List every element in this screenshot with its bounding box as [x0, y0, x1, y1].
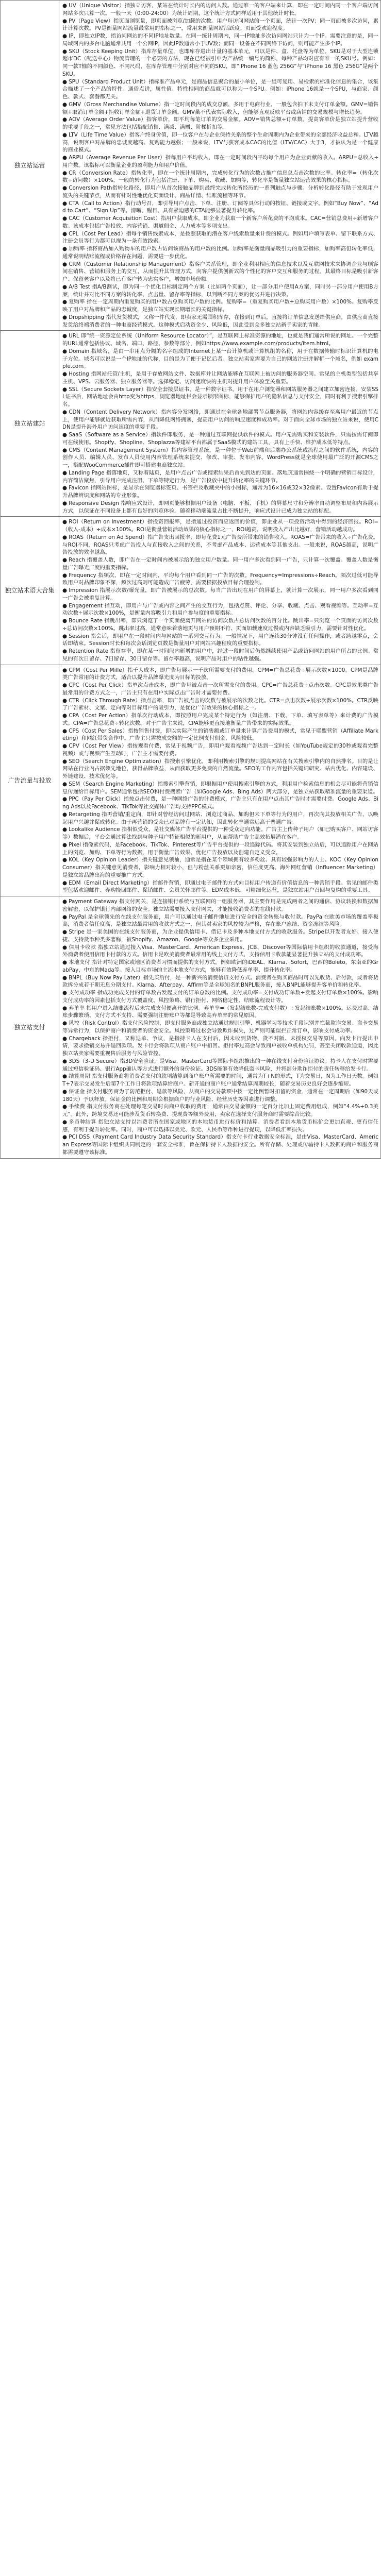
- glossary-entry: [62, 682, 378, 697]
- glossary-entry: [62, 1088, 378, 1104]
- glossary-entry: [62, 826, 378, 841]
- bullet-icon: ●: [62, 929, 68, 935]
- bullet-icon: ●: [62, 348, 68, 354]
- glossary-entry: [62, 856, 378, 879]
- glossary-entry: [62, 841, 378, 857]
- bullet-icon: ●: [62, 1118, 68, 1125]
- glossary-entry: [62, 386, 378, 409]
- bullet-icon: ●: [62, 155, 68, 161]
- glossary-entry: [62, 617, 378, 633]
- glossary-section-row: [1, 1, 381, 331]
- glossary-entry: [62, 572, 378, 587]
- glossary-entry: [62, 974, 378, 990]
- glossary-entry: [62, 2, 378, 18]
- entry-text: CPV（Cost Per View）指按观看付费，常见于视频广告，即用户观看视频广告达到一定时长（如YouTube规定的30秒或观看完整视频）或与视频产生互动时，广告主才需要付费。: [62, 743, 378, 757]
- section-content: [59, 331, 381, 517]
- glossary-entry: [62, 879, 378, 895]
- bullet-icon: ●: [62, 116, 68, 123]
- glossary-entry: [62, 116, 378, 131]
- bullet-icon: ●: [62, 101, 68, 108]
- glossary-entry: [62, 230, 378, 246]
- bullet-icon: ●: [62, 48, 68, 55]
- entry-text: Lookalike Audience 指相似受众，是社交媒体广告平台提供的一种受众定向功能。广告主上传种子用户（如已购买客户、网站访客等）数据后，平台会通过算法找到与种子用户特征相似的新用户，从而帮助广告主高效拓展潜在客户。: [62, 826, 378, 840]
- glossary-entry: [62, 811, 378, 826]
- entry-text: Stripe 是一家美国的在线支付服务商，为企业提供信用卡、借记卡及多种本地支付方式的收款服务。Stripe以开发者友好、接入便捷、支持货币种类多著称，被Shopify、Amazon、Google等众多企业采用。: [62, 929, 378, 943]
- entry-text: LTV（Life Time Value）指客户终身价值，即一位客户在与企业保持关系的整个生命周期内为企业带来的全部经济收益总和。LTV越高，说明客户对品牌的忠诚度越高、复购能力越强；一般来说，LTV与获客成本CAC的比值（LTV/CAC）大于3，才被认为是一个健康的商业模式。: [62, 131, 379, 154]
- bullet-icon: ●: [62, 758, 68, 765]
- entry-text: Retargeting 指再营销/重定向，即针对曾经访问过网站、浏览过商品、加购但未下单等行为的用户，再次向其投放相关广告，以唤起用户兴趣并促成转化。由于再营销的受众已对品牌有一定认知，因此转化率通常远高于普通广告。: [62, 811, 379, 825]
- glossary-entry: [62, 18, 378, 33]
- glossary-entry: [62, 32, 378, 48]
- entry-text: SKU（Stock Keeping Unit）指库存量单位，也即库存进出计量的基本单元，可以是件、盒、托盘等为单位。SKU是对于大型连锁超市DC（配送中心）物流管理的一个必要的方法，现在已经被引申为产品统一编号的简称，每种产品均对应有唯一的SKU号。例如：同一款T恤的不同颜色、不同尺码，在库存管理中分别对应不同的SKU，即“iPhone 16 蓝色 256G”与“iPhone 16 黑色 256G”是两个SKU。: [62, 48, 378, 77]
- bullet-icon: ●: [62, 534, 68, 540]
- bullet-icon: ●: [62, 131, 68, 138]
- glossary-section-row: [1, 331, 381, 517]
- glossary-entry: [62, 215, 378, 230]
- glossary-entry: [62, 261, 378, 283]
- glossary-entry: [62, 370, 378, 386]
- bullet-icon: ●: [62, 1104, 68, 1110]
- bullet-icon: ●: [62, 500, 68, 506]
- bullet-icon: ●: [62, 1020, 68, 1026]
- glossary-entry: [62, 500, 378, 515]
- section-category: 独立站运营: [1, 1, 59, 331]
- glossary-entry: [62, 283, 378, 299]
- entry-text: CR（Conversion Rate）指转化率，即在一个统计周期内，完成转化行为的次数占推广信息总点击次数的比率。转化率=（转化次数÷访问数）×100%。一般的转化行为包括注册、下单、购买、收藏、加购等，转化率是衡量独立站运营效果的核心指标。: [62, 170, 379, 184]
- entry-text: GMV（Gross Merchandise Volume）指一定时间段内的成交总额，多用于电商行业，一般包含拍下未支付订单金额。GMV=销售额+取消订单金额+拒收订单金额+退货订单金额。GMV虽不代表实际收入，但能够直观反映平台或店铺的交易规模与增长趋势。: [62, 101, 378, 115]
- entry-text: Engagement 指互动，即用户与广告或内容之间产生的交互行为，包括点赞、评论、分享、收藏、点击、观看视频等。互动率=互动次数÷展示次数×100%，是衡量内容吸引力和用户参与度的重要指标。: [62, 602, 378, 617]
- glossary-section-row: [1, 896, 381, 1159]
- entry-text: SaaS（Software as a Service）指软件即服务，是一种通过互联网提供软件的模式。用户无需购买和安装软件，只需按需订阅即可在线使用。Shopify、Shopline、Shoplazza等建站平台都属于SaaS模式的建站工具，具有上手快、维护成本低等特点。: [62, 432, 378, 446]
- bullet-icon: ●: [62, 200, 68, 207]
- bullet-icon: ●: [62, 1035, 68, 1042]
- entry-text: BNPL（Buy Now Pay Later）指先买后付，是一种新兴的消费信贷支付方式。消费者在购买商品时可以先收货、后付款，或者将货款拆分成若干期无息分期支付。Klarna、Afterpay、Affirm等是全球知名的BNPL服务商，接入BNPL能够提升客单价和转化率。: [62, 974, 378, 989]
- glossary-entry: [62, 131, 378, 154]
- bullet-icon: ●: [62, 469, 68, 476]
- entry-text: URL 即“统一资源定位系统（Uniform Resource Locator）”，是互联网上标准资源的地址，也就是我们通常所说的网址。一个完整的URL通常包括协议、域名、端口、路径、参数等部分，例如https://www.example.com/products/item.html。: [62, 333, 378, 347]
- entry-text: CPC（Cost Per Click）指单次点击成本，即广告每被点击一次所需支付的费用。CPC=广告总花费÷点击次数。CPC是效果类广告最常用的计费方式之一，广告主只有在用户实际点击广告时才需要付费。: [62, 682, 378, 696]
- glossary-entry: [62, 1103, 378, 1118]
- entry-text: PayPal 是全球领先的在线支付服务商，用户可以通过电子邮件地址进行安全的资金转账与收付款。PayPal在欧美市场的覆盖率极高，消费者信任度高，是独立站最常用的收款方式之一，但其对卖家的风控较为严格，存在账户冻结、资金冻结等风险。: [62, 913, 378, 928]
- bullet-icon: ●: [62, 633, 68, 639]
- entry-text: ROAS（Return on Ad Spend）指广告支出回报率，即每花费1元广告费所带来的销售收入。ROAS=广告带来的收入÷广告花费。与ROI不同，ROAS只考虑广告投入与直接收入之间的关系，不考虑产品成本、运营成本等其他支出。一般来说，ROAS越高，说明广告投放的效率越高。: [62, 534, 378, 556]
- bullet-icon: ●: [62, 697, 68, 704]
- glossary-entry: [62, 1073, 378, 1088]
- glossary-entry: [62, 556, 378, 572]
- section-category: 独立站术语大合集: [1, 517, 59, 665]
- glossary-entry: [62, 48, 378, 78]
- bullet-icon: ●: [62, 944, 68, 951]
- glossary-entry: [62, 200, 378, 215]
- bullet-icon: ●: [62, 796, 68, 803]
- bullet-icon: ●: [62, 743, 68, 749]
- bullet-icon: ●: [62, 519, 68, 526]
- glossary-entry: [62, 154, 378, 170]
- bullet-icon: ●: [62, 913, 68, 920]
- glossary-entry: [62, 469, 378, 485]
- entry-text: Bounce Rate 指跳出率，即只浏览了一个页面便离开网站的访问次数占总访问次数的百分比。跳出率=只浏览一个页面的访问次数÷总访问次数×100%。跳出率过高，通常意味着落地页与用户预期不符、页面加载速度过慢或内容缺乏吸引力，需要针对性优化。: [62, 618, 378, 632]
- bullet-icon: ●: [62, 299, 68, 306]
- entry-text: AOV（Average Order Value）指客单价，即平均每笔订单的交易金额。AOV=销售总额÷订单数。提高客单价是独立站提升营收的重要手段之一，常见方法包括搭配销售、满减、满赠、阶梯折扣等。: [62, 116, 378, 130]
- entry-text: ARPU（Average Revenue Per User）指每用户平均收入，即在一定时间段内平均每个用户为企业贡献的收入。ARPU=总收入÷用户数。该指标可以衡量企业的盈利能力和用户价值。: [62, 155, 378, 168]
- glossary-entry: [62, 602, 378, 618]
- bullet-icon: ●: [62, 682, 68, 688]
- bullet-icon: ●: [62, 230, 68, 237]
- entry-text: CDN（Content Delivery Network）指内容分发网络，即通过在全球各地部署节点服务器，将网站内容缓存至离用户最近的节点上，使用户能够就近获取所需内容，从而降低网络拥塞，提高用户访问的响应速度和成功率。对于面向全球市场的独立站来说，使用CDN是提升海外用户访问速度的重要手段。: [62, 409, 379, 431]
- glossary-entry: [62, 648, 378, 663]
- glossary-entry: [62, 431, 378, 447]
- bullet-icon: ●: [62, 1073, 68, 1080]
- section-category: 独立站支付: [1, 896, 59, 1159]
- bullet-icon: ●: [62, 557, 68, 563]
- bullet-icon: ●: [62, 811, 68, 818]
- entry-text: Responsive Design 指响应式设计，即网页能够根据用户设备（电脑、平板、手机）的屏幕尺寸和分辨率自动调整布局和内容展示方式，以保证在不同设备上都有良好的浏览体验。随着移动端流量占比不断提升，响应式设计已成为独立站的标配。: [62, 500, 379, 514]
- bullet-icon: ●: [62, 727, 68, 734]
- glossary-entry: [62, 534, 378, 556]
- entry-text: Session 指会话，即用户在一段时间内与网站的一系列交互行为。一般情况下，用户连续30分钟没有任何操作，或者跨越零点，会话即结束。Session时长和每次会话浏览页数是衡量用户对网站兴趣程度的重要指标。: [62, 633, 379, 647]
- bullet-icon: ●: [62, 283, 68, 290]
- bullet-icon: ●: [62, 826, 68, 833]
- bullet-icon: ●: [62, 857, 68, 863]
- glossary-entry: [62, 1035, 378, 1058]
- entry-text: CRM（Customer Relationship Management）指客户关系管理，即企业利用相应的信息技术以及互联网技术来协调企业与顾客间在销售、营销和服务上的交互，从而提升其管理方式，向客户提供创新式的个性化的客户交互和服务的过程。其最终目标是吸引新客户、保留老客户以及将已有客户转为忠实客户，增加市场份额。: [62, 261, 378, 282]
- glossary-entry: [62, 447, 378, 469]
- bullet-icon: ●: [62, 879, 68, 886]
- bullet-icon: ●: [62, 572, 68, 579]
- bullet-icon: ●: [62, 713, 68, 719]
- bullet-icon: ●: [62, 1134, 68, 1141]
- bullet-icon: ●: [62, 261, 68, 267]
- entry-text: UV（Unique Visitor）指独立访客，某站在统计时长内的访问人数。通过唯一的客户端来计算，即在一定时间内同一个客户端访问网站多次只算一次。一般一天（0:00-24:00）为统计周期，这个统计方式同样适用于其他统计时长。: [62, 3, 379, 16]
- entry-text: PV（Page View）指页面浏览量，即页面被浏览/加载的次数。用户每访问网站的一个页面，统计一次PV；同一页面被多次访问，累计计算次数。PV是衡量网站流量最常用的指标之一，常用来衡量网站活跃度、页面受欢迎程度。: [62, 18, 378, 32]
- entry-text: Payment Gateway 指支付网关，是连接银行系统与互联网的一组服务器，其主要作用是完成两者之间的通信、协议转换和数据加密解密，以保护银行内部网络的安全。独立站需要接入支付网关，才能接收消费者的在线付款。: [62, 899, 378, 912]
- entry-text: A/B Test 指A/B测试，即为同一个优化目标制定两个方案（比如两个页面），让一部分用户使用A方案，同时另一部分用户使用B方案，统计并对比不同方案的转化率、点击量、留存率等指标，以判断不同方案的优劣并进行决策。: [62, 283, 378, 298]
- entry-text: Landing Page 指落地页，又称着陆页，是用户点击广告或搜索结果后首先到达的页面。落地页通常围绕一个明确的营销目标设计，内容简洁聚焦，引导用户完成注册、下单等特定行为，是广告投放中提升转化率的关键环节。: [62, 469, 378, 484]
- bullet-icon: ●: [62, 781, 68, 787]
- entry-text: CTR（Click Through Rate）指点击率，即广告被点击的次数与被展示的次数之比。CTR=点击次数÷展示次数×100%。CTR反映了广告素材、文案、定向等对目标用户的吸引力，是优化广告效果的核心指标之一。: [62, 697, 378, 711]
- section-content: [59, 896, 381, 1159]
- bullet-icon: ●: [62, 185, 68, 191]
- glossary-entry: [62, 78, 378, 101]
- bullet-icon: ●: [62, 587, 68, 594]
- bullet-icon: ●: [62, 333, 68, 340]
- bullet-icon: ●: [62, 1005, 68, 1011]
- glossary-section-row: [1, 517, 381, 665]
- entry-text: SSL（Secure Sockets Layer）指安全套接层证书，是一种数字证书，用于在用户浏览器和网站服务器之间建立加密连接。安装SSL证书后，网站地址会由http变为https，浏览器地址栏会显示锁形图标，能够保护用户的隐私信息与支付安全，同时有利于搜索引擎排名。: [62, 386, 378, 408]
- bullet-icon: ●: [62, 314, 68, 320]
- bullet-icon: ●: [62, 3, 68, 9]
- bullet-icon: ●: [62, 33, 68, 39]
- entry-text: Impression 指展示次数/曝光量，即广告被展示的总次数。每当广告出现在用户的屏幕上，就计算一次展示，同一用户多次看到同一广告会被重复计算。: [62, 587, 378, 601]
- entry-text: 3DS（3-D Secure）指3D安全验证，是Visa、MasterCard等国际卡组织推出的一种在线支付身份验证协议。持卡人在支付时需要通过短信验证码、银行App确认等方式进行额外的身份验证。3DS能够有效降低盗卡风险，并将部分欺诈拒付的责任转移给发卡行。: [62, 1058, 378, 1072]
- glossary-table: [0, 0, 381, 1159]
- bullet-icon: ●: [62, 959, 68, 965]
- glossary-entry: [62, 587, 378, 602]
- bullet-icon: ●: [62, 215, 68, 222]
- entry-text: 多币种结算 指独立站支持以消费者所在国家或地区的本地货币进行标价和结算。消费者看到本地货币标价会更加直观、更有信任感，有利于提升转化率。同时，商户可以选择以美元、欧元、人民币等币种进行提现，以降低汇率损失。: [62, 1118, 378, 1133]
- bullet-icon: ●: [62, 170, 68, 176]
- entry-text: PCI DSS（Payment Card Industry Data Security Standard）指支付卡行业数据安全标准，是由Visa、MasterCard、American Express等国际卡组织共同制定的一套安全标准，旨在保护持卡人数据的安全。所有存储、处理或传输持卡人数据的商户和服务商都需要遵守该标准。: [62, 1134, 378, 1156]
- glossary-entry: [62, 245, 378, 261]
- entry-text: 加购率 指将商品加入购物车的用户数占访问该商品的用户数的比例。加购率是衡量商品吸引力的重要指标，加购率高但转化率低，通常说明结账流程或价格存在问题，需要进一步优化。: [62, 246, 378, 260]
- entry-text: Chargeback 指拒付，又称退单、争议，是指持卡人在支付后，因未收到货物、货不对版、未授权交易等原因，向发卡行提出申请，要求撤销交易并退回款项。发卡行会将款项从商户账户中扣回。拒付率过高会导致商户被收单机构处罚，甚至关闭收款通道，因此独立站卖家需要重视售后服务与风险管控。: [62, 1035, 378, 1057]
- entry-text: Favicon 指网站图标，是显示在浏览器标签页、书签栏及收藏夹中的小图标，通常为16×16或32×32像素。设置Favicon有助于提升品牌辨识度和网站的专业形象。: [62, 485, 378, 499]
- section-category: 广告流量与投放: [1, 665, 59, 896]
- glossary-entry: [62, 1005, 378, 1020]
- entry-text: Frequency 指频次，即在一定时间内，平均每个用户看到同一广告的次数。Frequency=Impressions÷Reach。频次过低可能导致用户对品牌印象不深，频次过高则可能造成广告疲劳，需要根据投放目标合理控制。: [62, 572, 379, 586]
- entry-text: SEM（Search Engine Marketing）指搜索引擎营销，即根据用户使用搜索引擎的方式，利用用户检索信息的机会尽可能将营销信息传递给目标用户。SEM通常包括SEO和付费搜索广告（如Google Ads、Bing Ads）两大部分，是独立站获取精准流量的重要渠道。: [62, 781, 378, 795]
- glossary-entry: [62, 795, 378, 811]
- glossary-entry: [62, 170, 378, 185]
- entry-text: 本地支付 指针对特定国家或地区消费者习惯而提供的支付方式，例如欧洲的iDEAL、Klarna、Sofort，巴西的Boleto，东南亚的GrabPay，中东的Mada等。接入目标市场的主流本地支付方式，能够有效降低弃单率、提升转化率。: [62, 959, 379, 973]
- glossary-entry: [62, 1020, 378, 1035]
- entry-text: Retention Rate 指留存率，即在某一时间段内新增的用户中，经过一段时间后仍然继续使用产品或访问网站的用户所占的比例。常见的有次日留存、7日留存、30日留存等。留存率越高，说明产品对用户的粘性越强。: [62, 648, 379, 662]
- glossary-entry: [62, 727, 378, 743]
- bullet-icon: ●: [62, 667, 68, 673]
- entry-text: 结算周期 指支付服务商将消费者支付的款项结算到商户账户所需要的时间，通常为T+N的形式，T为交易日，N为工作日天数。例如T+7表示交易发生后第7个工作日将款项结算给商户。新开通的商户账户通常结算周期较长，随着交易历史良好会逐步缩短。: [62, 1073, 378, 1087]
- glossary-entry: [62, 348, 378, 370]
- bullet-icon: ●: [62, 18, 68, 24]
- glossary-entry: [62, 409, 378, 431]
- bullet-icon: ●: [62, 485, 68, 492]
- entry-text: EDM（Email Direct Marketing）指邮件营销，即通过电子邮件的方式向目标用户传递有价值信息的一种营销手段。常见的邮件类型包括欢迎邮件、弃购挽回邮件、促销邮件、会员关怀邮件等。EDM成本低、可精细化运营，是独立站用户召回与复购的重要工具。: [62, 879, 378, 894]
- entry-text: IP，即独立IP数，指访问网站的不同IP地址数量。在同一统计周期内，同一IP地址多次访问网站只计为一个IP。需要注意的是，同一局域网内的多台电脑通常共用一个公网IP，因此IP数通常小于UV数；而同一设备在不同网络下访问，则可能产生多个IP。: [62, 33, 378, 47]
- entry-text: CPL（Cost Per Lead）指每个销售线索成本，是按照获取的潜在客户线索数量来计费的模式。例如用户填写表单、留下联系方式、注册会员等行为都可以视为一条有效线索。: [62, 230, 378, 245]
- section-content: [59, 1, 381, 331]
- glossary-entry: [62, 758, 378, 781]
- entry-text: CPA（Cost Per Action）指单次行动成本，即按照用户完成某个特定行为（如注册、下载、下单、填写表单等）来计费的广告模式。CPA=广告总花费÷转化次数。对于广告主来说，CPA能够更直接地衡量广告带来的实际效果。: [62, 713, 379, 726]
- bullet-icon: ●: [62, 990, 68, 996]
- entry-text: KOL（Key Opinion Leader）指关键意见领袖，通常是指在某个领域拥有较多粉丝、具有较强影响力的人士。KOC（Key Opinion Consumer）指关键意见消费者，影响力相对较小，但与粉丝关系更加亲密，信任度更高。海外网红营销（Influencer Marketing）是独立站品牌出海的重要推广方式。: [62, 857, 378, 878]
- glossary-entry: [62, 484, 378, 500]
- glossary-entry: [62, 959, 378, 974]
- glossary-entry: [62, 944, 378, 959]
- glossary-entry: [62, 332, 378, 348]
- entry-text: 风控（Risk Control）指支付风险控制，即支付服务商或独立站通过规则引擎、机器学习等技术手段识别并拦截欺诈交易、盗卡交易等异常行为，以保护商户和消费者的资金安全。风控策略过松会导致欺诈损失，过严则可能误拦正常订单，影响支付成功率。: [62, 1020, 378, 1034]
- glossary-entry: [62, 742, 378, 758]
- section-content: [59, 517, 381, 665]
- entry-text: Dropshipping 指代发货模式，又称一件代发，即卖家无需囤积库存，在接到订单后，直接将订单信息发送给供应商，由供应商直接发货给终端消费者的一种电商经营模式。这种模式启动资金少、风险低，因此受到众多独立站新手卖家的青睐。: [62, 314, 379, 328]
- entry-text: 手续费 指支付服务商在处理每笔交易时向商户收取的费用，通常由交易金额的一定百分比加上固定费用组成，例如“4.4%+0.3美元”。此外，跨境交易还可能涉及货币转换费、提现费等额外费用，卖家在选择支付服务商时需要综合比较。: [62, 1104, 378, 1117]
- bullet-icon: ●: [62, 974, 68, 981]
- bullet-icon: ●: [62, 1088, 68, 1095]
- entry-text: ROI（Return on Investment）指投资回报率，是指通过投资而应返回的价值，即企业从一项投资活动中得到的经济回报。ROI=（收入-成本）÷成本×100%。ROI是衡量营销活动效果的核心指标之一，ROI越高，说明投入产出比越好，营销活动越成功。: [62, 519, 378, 533]
- section-category: 独立站建站: [1, 331, 59, 517]
- bullet-icon: ●: [62, 618, 68, 624]
- entry-text: 支付成功率 指成功完成支付的订单数占发起支付的订单总数的比例。支付成功率=支付成功订单数÷发起支付订单数×100%。影响支付成功率的因素包括支付方式覆盖度、风控策略、银行拒付、网络稳定性、结账流程设计等。: [62, 990, 378, 1004]
- entry-text: CAC（Customer Acquisition Cost）指用户获取成本，即企业为获取一个新客户所花费的平均成本。CAC=营销总费用÷新增客户数。该成本包括广告投放、内容营销、渠道佣金、人力成本等多项支出。: [62, 215, 379, 229]
- bullet-icon: ●: [62, 386, 68, 393]
- glossary-entry: [62, 298, 378, 314]
- glossary-entry: [62, 667, 378, 682]
- entry-text: Conversion Path指转化路径，即用户从首次接触品牌到最终完成转化所经历的一系列触点与步骤。分析转化路径有助于发现用户流失的关键节点，从而有针对性地优化页面设计、商品详情、结账流程等环节。: [62, 185, 378, 199]
- entry-text: CPM（Cost Per Mille）指千人成本，即广告每展示一千次所需要支付的费用。CPM=广告总花费÷展示次数×1000。CPM是品牌类广告常用的计费方式，适合以提升品牌曝光度为目标的投放。: [62, 667, 378, 681]
- entry-text: PPC（Pay Per Click）指按点击付费，是一种网络广告的计费模式，广告主只有在用户点击其广告时才需要付费。Google Ads、Bing Ads以及Facebook、TikTok等社交媒体广告均支持PPC模式。: [62, 796, 378, 810]
- bullet-icon: ●: [62, 1058, 68, 1064]
- glossary-entry: [62, 781, 378, 796]
- bullet-icon: ●: [62, 432, 68, 438]
- entry-text: Domain 指域名，是由一串用点分隔的名字组成的Internet上某一台计算机或计算机组的名称，用于在数据传输时标识计算机的电子方位。域名可以说是一个IP地址的代称，目的是为了便于记忆后者。独立站卖家需要为自己的网站注册并解析一个域名，例如 example.com。: [62, 348, 378, 370]
- glossary-entry: [62, 1133, 378, 1156]
- entry-text: CMS（Content Management System）指内容管理系统，是一种位于Web前端和后端办公系统或流程之间的软件系统，内容的创作人员、编辑人员、发布人员使用内容管理系统来提交、修改、审批、发布内容。WordPress就是全球使用最广泛的开源CMS之一，搭配WooCommerce插件即可搭建电商独立站。: [62, 447, 378, 468]
- entry-text: SEO（Search Engine Optimization）指搜索引擎优化，即利用搜索引擎的规则提高网站在有关搜索引擎内的自然排名。目的是让网站在行业内占据领先地位，获得品牌收益，从而获取更多免费的自然流量。SEO的工作内容包括关键词研究、站内优化、内容建设、外链建设、技术优化等。: [62, 758, 378, 779]
- entry-text: CTA（Call to Action）指行动号召，即引导用户点击、下单、注册、订阅等具体行动的按钮、链接或文字。例如“Buy Now”、“Add to Cart”、“Sign Up”等。清晰、醒目、具有紧迫感的CTA能够显著提升转化率。: [62, 200, 378, 214]
- entry-text: Hosting 指网站托管/主机，是用于存放网站文件、数据库并让网站能够在互联网上被访问的服务器空间。常见的主机类型包括共享主机、VPS、云服务器、独立服务器等。选择稳定、访问速度快的主机对提升用户体验至关重要。: [62, 371, 379, 385]
- glossary-entry: [62, 101, 378, 116]
- entry-text: 保证金 指支付服务商为了防范拒付、退款等风险，从商户的交易款项中按一定比例暂时扣留的资金，通常在一定周期后（如90天或180天）予以释放。保证金的比例和周期会根据商户的行业风险、经营历史等因素进行调整。: [62, 1088, 379, 1103]
- entry-text: 信用卡收款 指独立站通过接入Visa、MasterCard、American Express、JCB、Discover等国际信用卡组织的收款通道，接受海外消费者使用信用卡付款的方式。信用卡是欧美消费者最常用的线上支付方式，支持信用卡收款能显著提升独立站的支付成功率。: [62, 944, 378, 958]
- bullet-icon: ●: [62, 78, 68, 85]
- glossary-entry: [62, 1058, 378, 1073]
- glossary-body: [1, 1, 381, 1159]
- glossary-entry: [62, 928, 378, 944]
- glossary-entry: [62, 184, 378, 200]
- bullet-icon: ●: [62, 602, 68, 609]
- bullet-icon: ●: [62, 246, 68, 252]
- glossary-entry: [62, 898, 378, 913]
- entry-text: 复购率 指在一定周期内重复购买的用户数占总购买用户数的比例。复购率=（重复购买用户数÷总购买用户数）×100%。复购率反映了用户对品牌和产品的忠诚度，是独立站实现长期增长的关键指标。: [62, 299, 378, 313]
- glossary-entry: [62, 633, 378, 648]
- glossary-entry: [62, 518, 378, 534]
- section-content: [59, 665, 381, 896]
- glossary-entry: [62, 712, 378, 727]
- entry-text: SPU（Standard Product Unit）指标准产品单元，是商品信息聚合的最小单位，是一组可复用、易检索的标准化信息的集合，该集合描述了一个产品的特性。通俗点讲，属性值、特性相同的商品就可以称为一个SPU。例如：iPhone 16就是一个SPU，与商家、颜色、款式、套餐都无关。: [62, 78, 379, 100]
- bullet-icon: ●: [62, 899, 68, 905]
- glossary-entry: [62, 989, 378, 1005]
- bullet-icon: ●: [62, 447, 68, 453]
- bullet-icon: ●: [62, 648, 68, 654]
- glossary-entry: [62, 913, 378, 929]
- bullet-icon: ●: [62, 371, 68, 377]
- glossary-entry: [62, 697, 378, 713]
- entry-text: Pixel 指像素代码，是Facebook、TikTok、Pinterest等广告平台提供的一段追踪代码。将其安装到独立站后，可以追踪用户在网站上的浏览、加购、下单等行为数据，用于衡量广告效果、优化广告投放以及创建自定义受众。: [62, 841, 378, 856]
- entry-text: CPS（Cost Per Sales）指按销售付费，即以实际产生的销售额或订单量来计算广告费用的模式，常见于联盟营销（Affiliate Marketing）和网红带货合作中。广告主只需按成交额的一定比例支付佣金，风险较低。: [62, 727, 378, 742]
- glossary-section-row: [1, 665, 381, 896]
- entry-text: 弃单率 指用户进入结账流程后未完成支付便离开的比例。弃单率=（发起结账数-完成支付数）÷发起结账数×100%。运费过高、结账步骤繁琐、支付方式不支持、需要强制注册账户等都是导致高弃单率的常见原因。: [62, 1005, 378, 1019]
- glossary-entry: [62, 1118, 378, 1134]
- entry-text: Reach 指覆盖人数，即广告在一定时间内被展示给的独立用户数量。同一用户多次看到同一广告，只计算一次覆盖。覆盖人数是衡量广告曝光广度的重要指标。: [62, 557, 378, 571]
- bullet-icon: ●: [62, 409, 68, 415]
- bullet-icon: ●: [62, 841, 68, 848]
- glossary-entry: [62, 314, 378, 329]
